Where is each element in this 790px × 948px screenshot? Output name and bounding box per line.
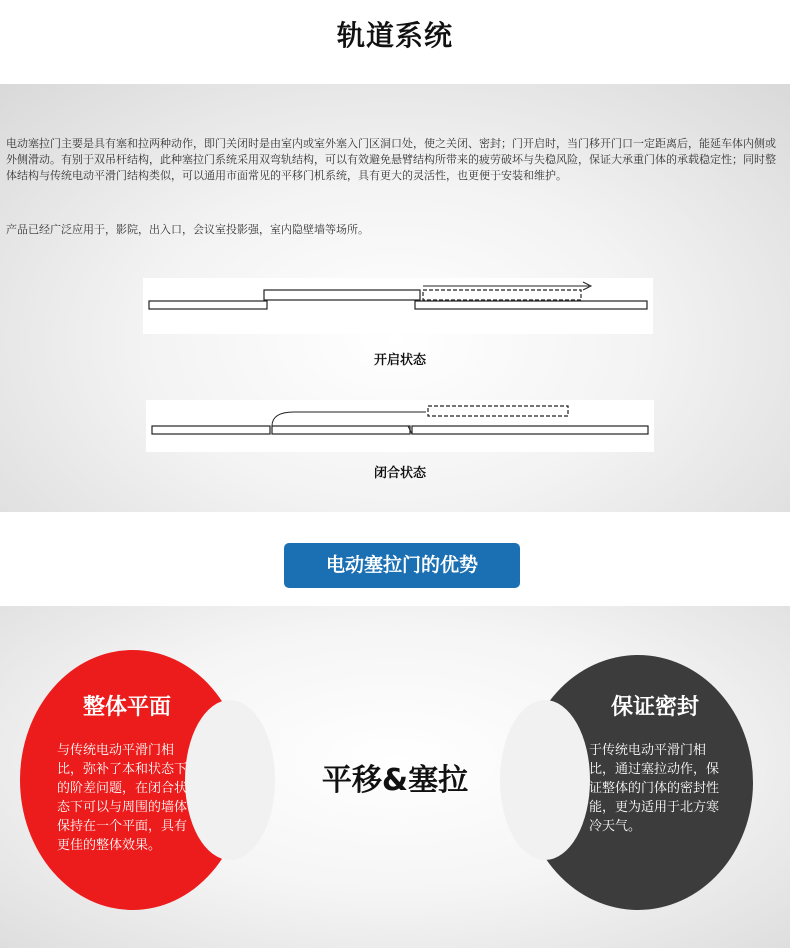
flat-surface-heading: 整体平面 — [82, 695, 171, 720]
open-state-label: 开启状态 — [373, 353, 426, 368]
open-state-diagram — [143, 278, 653, 334]
right-wall — [412, 426, 648, 434]
intro-paragraph: 电动塞拉门主要是具有塞和拉两种动作，即门关闭时是由室内或室外塞入门区洞口处，使之关闭、密封；门开启时，当门移开门口一定距离后，能延车体内侧或外侧滑动。有别于双吊杆结构，此种塞拉门系统采用双弯轨结构，可以有效避免悬臂结构所带来的疲劳破坏与失稳风险，保证大承重门体的承载稳定性；同时整体结构与传统电动平滑门结构类似，可以通用市面常见的平移门机系统，具有更大的灵活性，也更便于安装和维护。 — [6, 137, 776, 182]
advantages-badge: 电动塞拉门的优势 — [284, 543, 520, 588]
application-paragraph: 产品已经广泛应用于，影院，出入口，会议室投影强，室内隐壁墙等场所。 — [6, 223, 369, 236]
circle-cutout — [185, 700, 275, 860]
page-title: 轨道系统 — [336, 19, 453, 52]
door-closed-position — [264, 290, 420, 300]
flat-surface-text: 与传统电动平滑门相比，弥补了本和状态下的阶差问题，在闭合状态下可以与周围的墙体保持在一个平面，具有更佳的整体效果。 — [57, 743, 188, 853]
closed-state-label: 闭合状态 — [373, 466, 426, 481]
door-flush — [272, 426, 410, 434]
right-wall — [415, 301, 647, 309]
closed-state-diagram — [146, 400, 654, 452]
left-wall — [149, 301, 267, 309]
sealing-text: 于传统电动平滑门相比，通过塞拉动作，保证整体的门体的密封性能，更为适用于北方寒冷天气。 — [589, 743, 720, 834]
sealing-heading: 保证密封 — [610, 695, 699, 720]
center-title: 平移&塞拉 — [321, 763, 469, 798]
left-wall — [152, 426, 270, 434]
